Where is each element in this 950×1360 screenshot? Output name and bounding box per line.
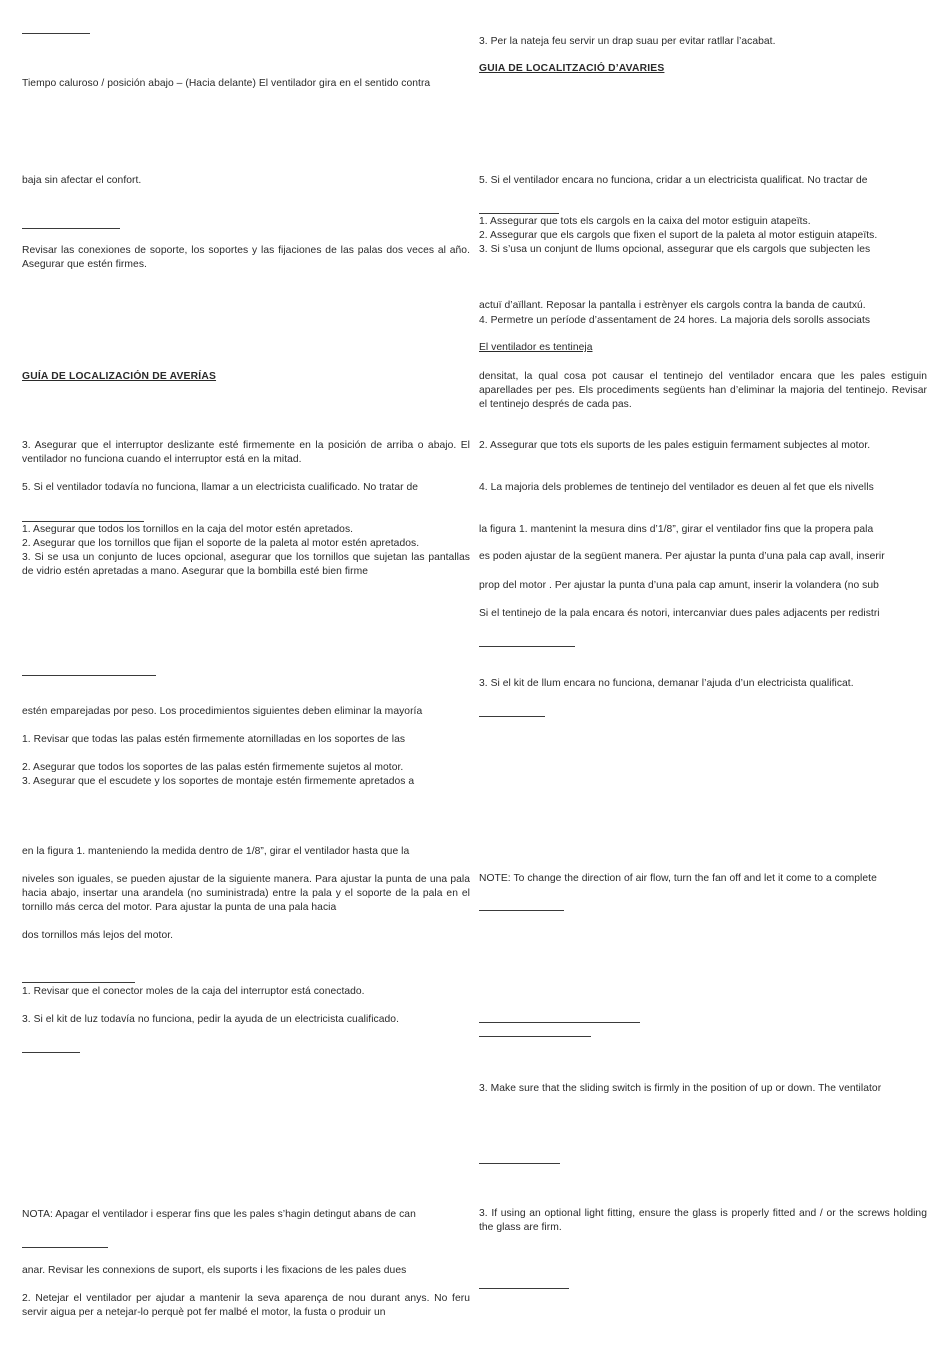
paragraph: 3. If using an optional light fitting, ensure the glass is properly fitted and / or the screws holding the glass are firm. <box>479 1208 927 1233</box>
paragraph: NOTA: Apagar el ventilador i esperar fins que les pales s’hagin detingut abans de can <box>22 1209 416 1220</box>
heading-rule <box>22 521 144 522</box>
list-item: 1. Revisar que todas las palas estén firmemente atornilladas en los soportes de las <box>22 734 406 745</box>
heading-rule <box>22 982 135 983</box>
paragraph: 3. Si el kit de llum encara no funciona, demanar l’ajuda d’un electricista qualificat. <box>479 678 854 689</box>
paragraph: en la figura 1. manteniendo la medida dentro de 1/8”, girar el ventilador hasta que la <box>22 846 410 857</box>
paragraph: es poden ajustar de la següent manera. Per ajustar la punta d’una pala cap avall, inserir <box>479 551 885 562</box>
heading-rule <box>479 1163 560 1164</box>
paragraph: la figura 1. mantenint la mesura dins d’1/8”, girar el ventilador fins que la propera pala <box>479 524 874 535</box>
subheading: El ventilador es tentineja <box>479 342 593 353</box>
paragraph: 4. Permetre un període d’assentament de 24 hores. La majoria dels sorolls associats <box>479 315 871 326</box>
heading-rule <box>479 1036 591 1037</box>
list-item: 3. Si s’usa un conjunt de llums opcional, assegurar que els cargols que subjecten les <box>479 244 871 255</box>
paragraph: 5. Si el ventilador encara no funciona, cridar a un electricista qualificat. No tractar de <box>479 175 868 186</box>
paragraph: 3. Make sure that the sliding switch is firmly in the position of up or down. The ventilator <box>479 1083 882 1094</box>
left-column <box>22 0 470 1360</box>
paragraph: estén emparejadas por peso. Los procedimientos siguientes deben eliminar la mayoría <box>22 706 423 717</box>
paragraph: anar. Revisar les connexions de suport, els suports i les fixacions de les pales dues <box>22 1265 407 1276</box>
list-item: 3. Si el kit de luz todavía no funciona, pedir la ayuda de un electricista cualificado. <box>22 1014 399 1025</box>
list-item: 3. Asegurar que el escudete y los soportes de montaje estén firmemente apretados a <box>22 776 415 787</box>
right-column <box>479 0 927 1360</box>
list-item: 1. Revisar que el conector moles de la caja del interruptor está conectado. <box>22 986 365 997</box>
paragraph: 5. Si el ventilador todavía no funciona, llamar a un electricista cualificado. No tratar de <box>22 482 419 493</box>
section-heading: GUIA DE LOCALITZACIÓ D’AVARIES <box>479 63 665 74</box>
heading-rule <box>479 213 559 214</box>
paragraph: prop del motor . Per ajustar la punta d’una pala cap amunt, inserir la volandera (no sub <box>479 580 879 591</box>
paragraph: NOTE: To change the direction of air flow, turn the fan off and let it come to a complete <box>479 873 877 884</box>
paragraph: Tiempo caluroso / posición abajo – (Hacia delante) El ventilador gira en el sentido contra <box>22 78 431 89</box>
paragraph: 2. Netejar el ventilador per ajudar a mantenir la seva aparença de nou durant anys. No feru servir aigua per a netejar-lo perquè pot fer malbé el motor, la fusta o produir un <box>22 1293 470 1318</box>
heading-rule <box>22 1052 80 1053</box>
section-heading: GUÍA DE LOCALIZACIÓN DE AVERÍAS <box>22 371 217 382</box>
list-item: 1. Assegurar que tots els cargols en la caixa del motor estiguin atapeïts. <box>479 216 811 227</box>
paragraph: densitat, la qual cosa pot causar el tentinejo del ventilador encara que les pales estiguin aparellades per pes. Els procediments següents han d’eliminar la majoria del tentinejo. Revisar el tentinejo després de cada pas. <box>479 371 927 410</box>
paragraph: Si el tentinejo de la pala encara és notori, intercanviar dues pales adjacents per redistri <box>479 608 880 619</box>
list-item: 2. Asegurar que los tornillos que fijan el soporte de la paleta al motor estén apretados. <box>22 538 420 549</box>
heading-rule <box>479 910 564 911</box>
list-item: 2. Asegurar que todos los soportes de las palas estén firmemente sujetos al motor. <box>22 762 404 773</box>
list-item: 1. Asegurar que todos los tornillos en la caja del motor estén apretados. <box>22 524 354 535</box>
heading-rule <box>22 1247 108 1248</box>
list-item: 2. Assegurar que els cargols que fixen el suport de la paleta al motor estiguin atapeïts. <box>479 230 878 241</box>
heading-rule <box>479 716 545 717</box>
paragraph: niveles son iguales, se pueden ajustar de la siguiente manera. Para ajustar la punta de una pala hacia abajo, insertar una arandela (no suministrada) entre la pala y el soporte de la pala en el tornillo más cerca del motor. Para ajustar la punta de una pala hacia <box>22 874 470 913</box>
heading-rule <box>22 228 120 229</box>
list-item: 3. Si se usa un conjunto de luces opcional, asegurar que los tornillos que sujetan las pantallas de vidrio estén apretadas a mano. Asegurar que la bombilla esté bien firme <box>22 552 470 577</box>
paragraph: baja sin afectar el confort. <box>22 175 142 186</box>
paragraph: dos tornillos más lejos del motor. <box>22 930 174 941</box>
paragraph: 3. Asegurar que el interruptor deslizante esté firmemente en la posición de arriba o abajo. El ventilador no funciona cuando el interruptor está en la mitad. <box>22 440 470 465</box>
paragraph: 3. Per la nateja feu servir un drap suau per evitar ratllar l’acabat. <box>479 36 776 47</box>
heading-rule <box>22 675 156 676</box>
paragraph: Revisar las conexiones de soporte, los soportes y las fijaciones de las palas dos veces al año. Asegurar que estén firmes. <box>22 245 470 270</box>
heading-rule <box>22 33 90 34</box>
paragraph: actuï d’aïllant. Reposar la pantalla i estrènyer els cargols contra la banda de cautxú. <box>479 300 866 311</box>
list-item: 4. La majoria dels problemes de tentinejo del ventilador es deuen al fet que els nivells <box>479 482 874 493</box>
list-item: 2. Assegurar que tots els suports de les pales estiguin fermament subjectes al motor. <box>479 440 871 451</box>
heading-rule <box>479 1022 640 1023</box>
heading-rule <box>479 1288 569 1289</box>
heading-rule <box>479 646 575 647</box>
